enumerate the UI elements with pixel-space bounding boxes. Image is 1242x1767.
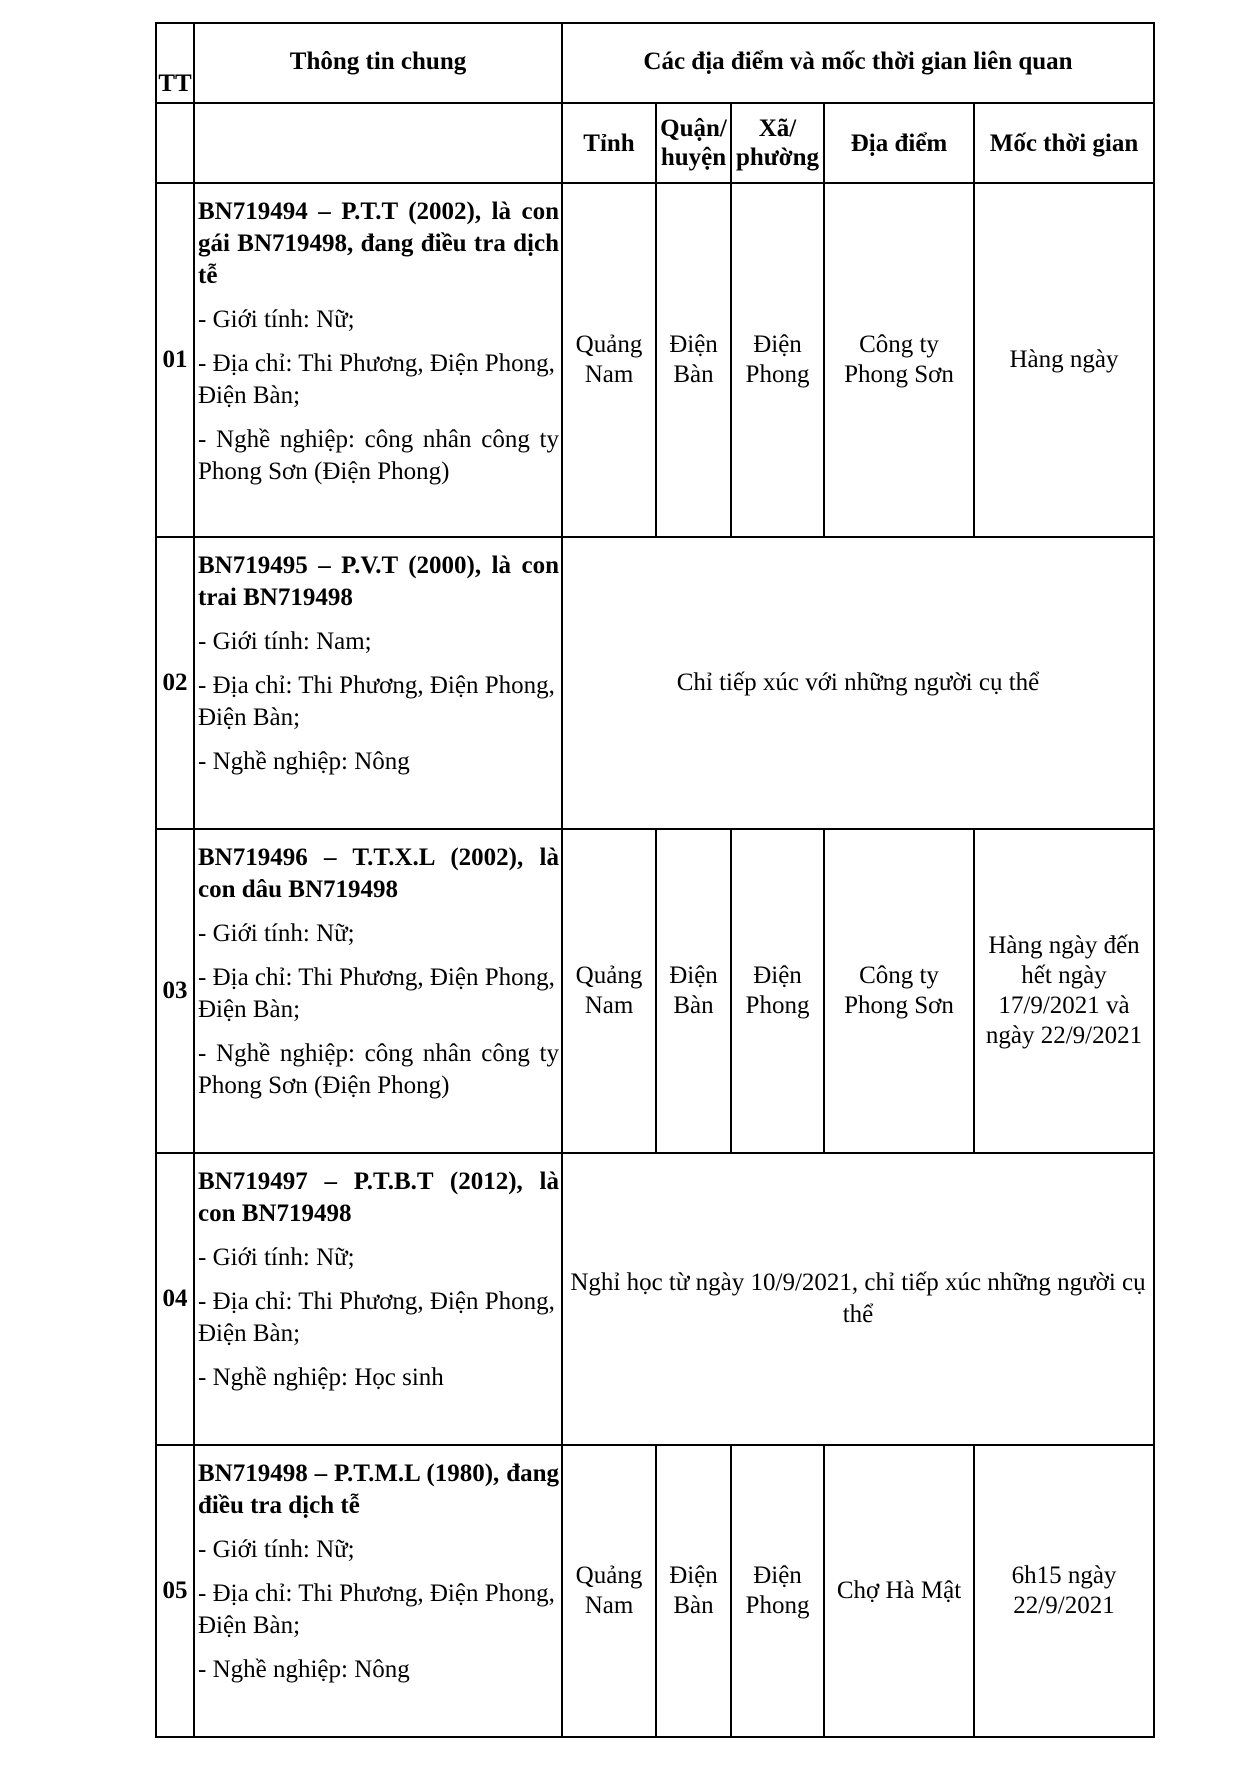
province-cell: Quảng Nam [562,183,656,537]
row-number: 02 [156,537,194,829]
patient-title: BN719497 – P.T.B.T (2012), là con BN719498 [198,1168,559,1227]
district-cell: Điện Bàn [656,1445,731,1737]
patient-job: - Nghề nghiệp: công nhân công ty Phong Sơn (Điện Phong) [198,1040,559,1099]
table-row [156,1153,1154,1445]
header-district: Quận/ huyện [656,103,731,183]
place-cell: Chợ Hà Mật [824,1445,974,1737]
table-row [156,1445,1154,1737]
time-cell: Hàng ngày đến hết ngày 17/9/2021 và ngày 22/9/2021 [974,829,1154,1153]
row-number: 05 [156,1445,194,1737]
patient-address-line2: Điện Bàn; [198,1320,301,1347]
header-row-main [156,23,1154,103]
patient-address [198,1578,559,1642]
patient-gender: - Giới tính: Nữ; [198,1536,355,1563]
patient-address-line2: Điện Bàn; [198,996,301,1023]
row-number: 01 [156,183,194,537]
merged-note-cell: Chỉ tiếp xúc với những người cụ thể [562,537,1154,829]
patient-address-line1: - Địa chỉ: Thi Phương, Điện Phong, [198,964,555,991]
contact-tracing-table [155,22,1155,1738]
header-ward: Xã/ phường [731,103,824,183]
patient-address [198,1286,559,1350]
row-number: 04 [156,1153,194,1445]
patient-gender: - Giới tính: Nữ; [198,306,355,333]
header-tt-empty [156,103,194,183]
patient-title: BN719498 – P.T.M.L (1980), đang điều tra dịch tễ [198,1460,559,1519]
merged-note-cell: Nghỉ học từ ngày 10/9/2021, chỉ tiếp xúc những người cụ thể [562,1153,1154,1445]
patient-job: - Nghề nghiệp: Nông [198,748,410,775]
header-row-sub [156,103,1154,183]
patient-title: BN719496 – T.T.X.L (2002), là con dâu BN719498 [198,844,559,903]
patient-info [194,1445,562,1737]
place-cell: Công ty Phong Sơn [824,183,974,537]
patient-job: - Nghề nghiệp: Học sinh [198,1364,444,1391]
patient-address-line2: Điện Bàn; [198,382,301,409]
patient-address-line1: - Địa chỉ: Thi Phương, Điện Phong, [198,672,555,699]
header-tt: TT [156,23,194,103]
header-place: Địa điểm [824,103,974,183]
patient-address-line2: Điện Bàn; [198,704,301,731]
header-locations-timeline: Các địa điểm và mốc thời gian liên quan [562,23,1154,103]
table-row [156,537,1154,829]
place-cell: Công ty Phong Sơn [824,829,974,1153]
district-cell: Điện Bàn [656,183,731,537]
patient-title: BN719495 – P.V.T (2000), là con trai BN719498 [198,552,559,611]
header-general-info: Thông tin chung [194,23,562,103]
patient-address [198,962,559,1026]
time-cell: Hàng ngày [974,183,1154,537]
patient-address-line1: - Địa chỉ: Thi Phương, Điện Phong, [198,350,555,377]
province-cell: Quảng Nam [562,1445,656,1737]
table-row [156,183,1154,537]
header-time: Mốc thời gian [974,103,1154,183]
district-cell: Điện Bàn [656,829,731,1153]
header-info-empty [194,103,562,183]
row-number: 03 [156,829,194,1153]
patient-info [194,1153,562,1445]
patient-job: - Nghề nghiệp: công nhân công ty Phong Sơn (Điện Phong) [198,426,559,485]
header-province: Tỉnh [562,103,656,183]
patient-info [194,183,562,537]
ward-cell: Điện Phong [731,1445,824,1737]
patient-address-line2: Điện Bàn; [198,1612,301,1639]
patient-gender: - Giới tính: Nữ; [198,920,355,947]
table-row [156,829,1154,1153]
patient-job: - Nghề nghiệp: Nông [198,1656,410,1683]
patient-title: BN719494 – P.T.T (2002), là con gái BN719498, đang điều tra dịch tễ [198,198,559,289]
time-cell: 6h15 ngày 22/9/2021 [974,1445,1154,1737]
patient-address [198,348,559,412]
patient-address-line1: - Địa chỉ: Thi Phương, Điện Phong, [198,1288,555,1315]
ward-cell: Điện Phong [731,829,824,1153]
patient-gender: - Giới tính: Nam; [198,628,372,655]
patient-address [198,670,559,734]
ward-cell: Điện Phong [731,183,824,537]
patient-gender: - Giới tính: Nữ; [198,1244,355,1271]
patient-info [194,537,562,829]
patient-address-line1: - Địa chỉ: Thi Phương, Điện Phong, [198,1580,555,1607]
patient-info [194,829,562,1153]
province-cell: Quảng Nam [562,829,656,1153]
